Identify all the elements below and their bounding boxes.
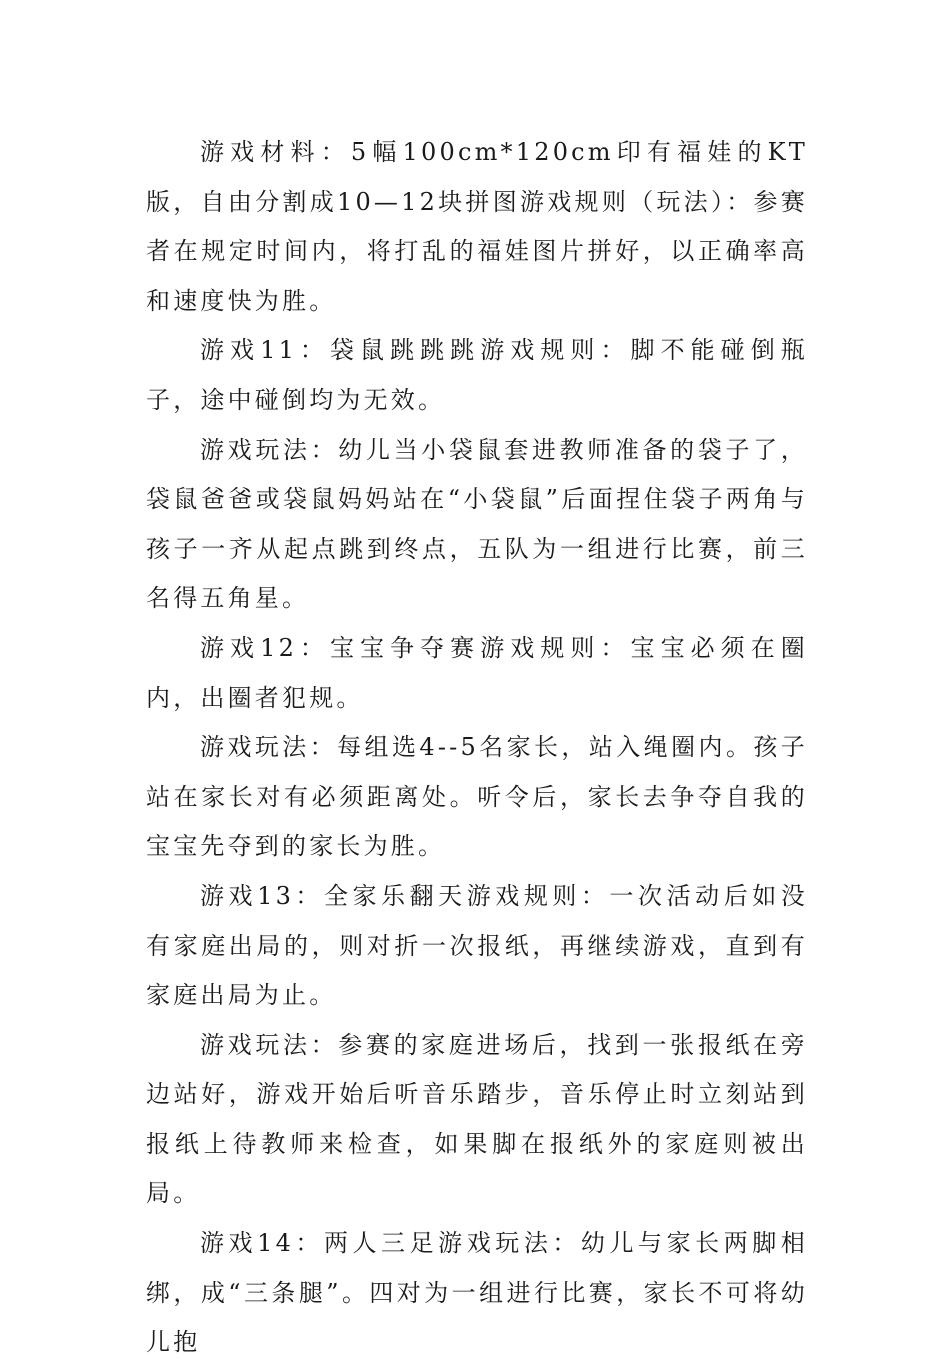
paragraph-game-12-rules: 游戏12：宝宝争夺赛游戏规则：宝宝必须在圈内，出圈者犯规。 [146, 633, 808, 712]
paragraph-game-12-play: 游戏玩法：每组选4--5名家长，站入绳圈内。孩子站在家长对有必须距离处。听令后，家长去争夺自我的宝宝先夺到的家长为胜。 [146, 733, 808, 861]
paragraph-game-13-rules: 游戏13：全家乐翻天游戏规则：一次活动后如没有家庭出局的，则对折一次报纸，再继续游戏，直到有家庭出局为止。 [146, 881, 808, 1010]
paragraph-game-11-rules: 游戏11：袋鼠跳跳跳游戏规则：脚不能碰倒瓶子，途中碰倒均为无效。 [146, 336, 808, 414]
paragraph-game-13-play: 游戏玩法：参赛的家庭进场后，找到一张报纸在旁边站好，游戏开始后听音乐踏步，音乐停止时立刻站到报纸上待教师来检查，如果脚在报纸外的家庭则被出局。 [146, 1030, 808, 1208]
paragraph-game-14-play: 游戏14：两人三足游戏玩法：幼儿与家长两脚相绑，成“三条腿”。四对为一组进行比赛，家长不可将幼儿抱 [146, 1229, 808, 1357]
paragraph-game-materials: 游戏材料：5幅100cm*120cm印有福娃的KT版，自由分割成10—12块拼图游戏规则（玩法）：参赛者在规定时间内，将打乱的福娃图片拼好，以正确率高和速度快为胜。 [146, 138, 808, 315]
paragraph-game-11-play: 游戏玩法：幼儿当小袋鼠套进教师准备的袋子了，袋鼠爸爸或袋鼠妈妈站在“小袋鼠”后面捏住袋子两角与孩子一齐从起点跳到终点，五队为一组进行比赛，前三名得五角星。 [146, 435, 808, 613]
document-body [146, 128, 808, 1368]
